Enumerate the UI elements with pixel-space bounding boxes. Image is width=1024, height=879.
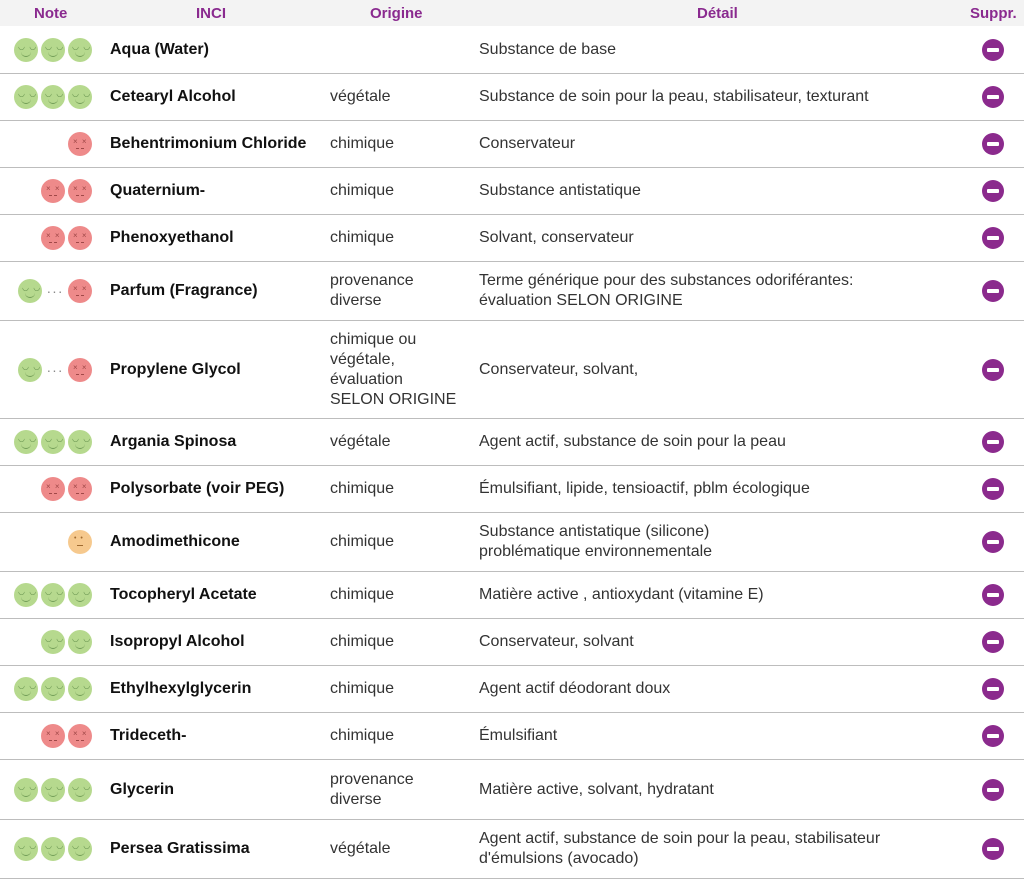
inci-name: Propylene Glycol	[110, 360, 241, 378]
table-row	[0, 27, 1024, 74]
rating-cell	[8, 27, 92, 73]
range-dots-icon: ···	[46, 283, 64, 299]
remove-circle-icon[interactable]	[982, 478, 1004, 500]
header-inci: INCI	[196, 5, 226, 22]
remove-circle-icon[interactable]	[982, 227, 1004, 249]
range-dots-icon: ···	[46, 361, 64, 378]
detail-text: Substance de soin pour la peau, stabilisateur, texturant	[479, 88, 869, 105]
smile-face-icon	[68, 430, 92, 454]
rating-cell	[8, 619, 92, 665]
detail-text: Conservateur, solvant	[479, 633, 634, 650]
table-row	[0, 619, 1024, 666]
remove-circle-icon[interactable]	[982, 359, 1004, 381]
table-row	[0, 713, 1024, 760]
table-row	[0, 760, 1024, 820]
origine-text: chimique	[330, 533, 395, 550]
table-row	[0, 419, 1024, 466]
smile-face-icon	[14, 837, 38, 861]
inci-name: Glycerin	[110, 780, 175, 798]
inci-name: Trideceth-	[110, 727, 187, 744]
sick-face-icon	[68, 477, 92, 501]
smile-face-icon	[68, 583, 92, 607]
header-origine: Origine	[370, 5, 423, 22]
detail-text: Substance antistatique (silicone) problématique environnementale	[479, 523, 713, 560]
table-row	[0, 262, 1024, 321]
remove-circle-icon[interactable]	[982, 725, 1004, 747]
origine-text: chimique	[330, 633, 395, 650]
remove-circle-icon[interactable]	[982, 631, 1004, 653]
inci-name: Argania Spinosa	[110, 433, 237, 450]
smile-face-icon	[68, 837, 92, 861]
origine-text: chimique ou végétale, évaluation SELON ORIGINE	[330, 330, 457, 408]
table-row	[0, 513, 1024, 572]
inci-name: Amodimethicone	[110, 533, 240, 550]
inci-name: Cetearyl Alcohol	[110, 88, 236, 105]
smile-face-icon	[41, 630, 65, 654]
inci-name: Tocopheryl Acetate	[110, 586, 257, 603]
table-header	[0, 0, 1024, 26]
origine-text: chimique	[330, 135, 395, 152]
smile-face-icon	[68, 38, 92, 62]
smile-face-icon	[14, 430, 38, 454]
remove-circle-icon[interactable]	[982, 280, 1004, 302]
header-detail: Détail	[697, 5, 738, 22]
detail-text: Agent actif, substance de soin pour la peau	[479, 433, 786, 450]
remove-circle-icon[interactable]	[982, 86, 1004, 108]
smile-face-icon	[18, 358, 42, 382]
rating-cell	[8, 666, 92, 712]
rating-cell	[8, 321, 92, 418]
smile-face-icon	[41, 583, 65, 607]
origine-text: végétale	[330, 433, 391, 450]
rating-cell	[8, 168, 92, 214]
inci-name: Phenoxyethanol	[110, 229, 234, 246]
sick-face-icon	[68, 179, 92, 203]
smile-face-icon	[14, 85, 38, 109]
sick-face-icon	[68, 724, 92, 748]
smile-face-icon	[14, 778, 38, 802]
sick-face-icon	[68, 358, 92, 382]
sick-face-icon	[68, 132, 92, 156]
rating-cell	[8, 572, 92, 618]
rating-cell	[8, 215, 92, 261]
smile-face-icon	[68, 630, 92, 654]
smile-face-icon	[68, 85, 92, 109]
smile-face-icon	[41, 677, 65, 701]
origine-text: provenance diverse	[330, 272, 414, 309]
inci-name: Persea Gratissima	[110, 840, 250, 857]
remove-circle-icon[interactable]	[982, 584, 1004, 606]
remove-circle-icon[interactable]	[982, 779, 1004, 801]
smile-face-icon	[41, 430, 65, 454]
detail-text: Terme générique pour des substances odoriférantes: évaluation SELON ORIGINE	[479, 272, 854, 309]
sick-face-icon	[68, 279, 92, 303]
remove-circle-icon[interactable]	[982, 39, 1004, 61]
rating-cell	[8, 419, 92, 465]
detail-text: Substance de base	[479, 41, 616, 58]
rating-cell	[8, 713, 92, 759]
sick-face-icon	[41, 724, 65, 748]
rating-cell	[8, 820, 92, 878]
origine-text: chimique	[330, 680, 395, 697]
rating-cell	[8, 466, 92, 512]
smile-face-icon	[68, 677, 92, 701]
smile-face-icon	[41, 837, 65, 861]
detail-text: Substance antistatique	[479, 182, 641, 199]
origine-text: végétale	[330, 88, 391, 105]
smile-face-icon	[18, 279, 42, 303]
inci-name: Behentrimonium Chloride	[110, 135, 307, 152]
remove-circle-icon[interactable]	[982, 180, 1004, 202]
sick-face-icon	[41, 179, 65, 203]
origine-text: chimique	[330, 182, 395, 199]
inci-name: Ethylhexylglycerin	[110, 680, 252, 697]
origine-text: chimique	[330, 727, 395, 744]
neutral-face-icon	[68, 530, 92, 554]
smile-face-icon	[14, 38, 38, 62]
inci-name: Parfum (Fragrance)	[110, 282, 258, 299]
smile-face-icon	[41, 85, 65, 109]
table-row	[0, 820, 1024, 879]
rating-cell	[8, 262, 92, 320]
inci-name: Aqua (Water)	[110, 41, 209, 58]
smile-face-icon	[14, 677, 38, 701]
origine-text: provenance diverse	[330, 770, 414, 808]
detail-text: Agent actif déodorant doux	[479, 680, 671, 697]
table-row	[0, 215, 1024, 262]
sick-face-icon	[68, 226, 92, 250]
detail-text: Solvant, conservateur	[479, 229, 634, 246]
smile-face-icon	[68, 778, 92, 802]
remove-circle-icon[interactable]	[982, 678, 1004, 700]
table-row	[0, 666, 1024, 713]
inci-name: Polysorbate (voir PEG)	[110, 480, 285, 497]
inci-name: Quaternium-	[110, 182, 206, 199]
rating-cell	[8, 760, 92, 819]
table-row	[0, 74, 1024, 121]
sick-face-icon	[41, 477, 65, 501]
smile-face-icon	[41, 778, 65, 802]
detail-text: Matière active , antioxydant (vitamine E)	[479, 586, 764, 603]
header-suppr: Suppr.	[970, 5, 1017, 22]
table-row	[0, 466, 1024, 513]
detail-text: Agent actif, substance de soin pour la peau, stabilisateur d'émulsions (avocado)	[479, 830, 881, 867]
smile-face-icon	[14, 583, 38, 607]
rating-cell	[8, 513, 92, 571]
remove-circle-icon[interactable]	[982, 431, 1004, 453]
remove-circle-icon[interactable]	[982, 133, 1004, 155]
remove-circle-icon[interactable]	[982, 531, 1004, 553]
origine-text: chimique	[330, 229, 395, 246]
rating-cell	[8, 121, 92, 167]
detail-text: Matière active, solvant, hydratant	[479, 780, 714, 798]
rating-cell	[8, 74, 92, 120]
detail-text: Émulsifiant, lipide, tensioactif, pblm écologique	[479, 480, 810, 497]
table-row	[0, 572, 1024, 619]
origine-text: chimique	[330, 586, 395, 603]
smile-face-icon	[41, 38, 65, 62]
table-row	[0, 321, 1024, 419]
sick-face-icon	[41, 226, 65, 250]
remove-circle-icon[interactable]	[982, 838, 1004, 860]
table-row	[0, 121, 1024, 168]
origine-text	[330, 27, 465, 73]
detail-text: Émulsifiant	[479, 727, 558, 744]
table-row	[0, 168, 1024, 215]
origine-text: végétale	[330, 840, 391, 857]
detail-text: Conservateur	[479, 135, 576, 152]
detail-text: Conservateur, solvant,	[479, 360, 639, 378]
header-note: Note	[34, 5, 68, 22]
inci-name: Isopropyl Alcohol	[110, 633, 245, 650]
origine-text: chimique	[330, 480, 395, 497]
